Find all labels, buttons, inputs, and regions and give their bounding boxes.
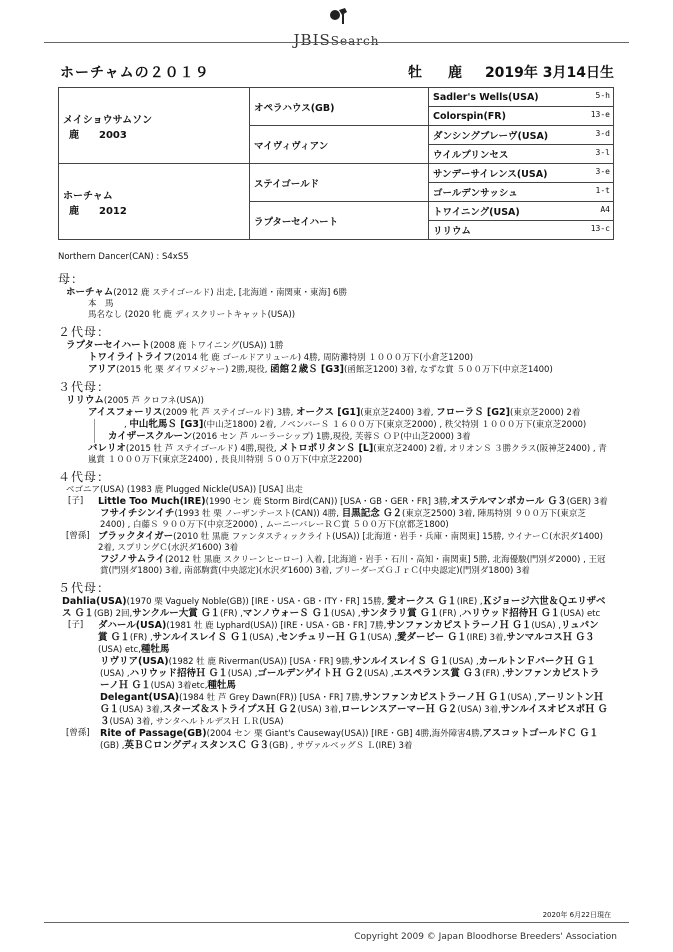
copyright: Copyright 2009 © Japan Bloodhorse Breeders' Association [354,932,617,942]
dam3-foal-1: アイスフォーリス(2009 牝 芦 ステイゴールド) 3勝, オークス [G1](東京芝2400) 3着, フローラＳ [G2](東京芝2000) 2着 [88,407,581,418]
pedigree-g3-3[interactable]: ダンシングブレーヴ(USA) 3-d [429,126,614,145]
horse-name: ホーチャムの２０１９ [60,65,210,81]
dam4-greatgrandfoal-2: フジノサムライ(2012 牡 黒鹿 スクリーンヒーロー) 入着, [北海道・岩手・石川・高知・南関東] 5勝, 北海優駿(門別ダ2000) , 王冠賞(門別ダ1800) 3着, 南部駒賞(中央認定)(水沢ダ1600) 3着, ブリーダーズＧＪｒＣ(中央認定)(門別ダ1800) 3着 [100,554,606,576]
pedigree-g3-8[interactable]: リリウム 13-c [429,221,614,240]
dam5-heading: ５代母： [58,581,111,595]
as-of-date: 2020年 6月22日現在 [542,911,611,919]
dam4-line: ベゴニア(USA) (1983 鹿 Plugged Nickle(USA)) [USA] 出走 [66,485,303,495]
dam5-foal-2: リヴリア(USA)(1982 牡 鹿 Riverman(USA)) [USA・FR] 9勝,サンルイスレイＳ Ｇ１(USA) ,カールトンＦバークＨ Ｇ１(USA) ,ハリウッド招待Ｈ Ｇ１(USA) ,ゴールデンゲイトＨ Ｇ２(USA) ,エスペランス賞 Ｇ３(FR) ,サンファンカピストラーノＨ Ｇ１(USA) 3着etc,種牡馬 [100,656,600,691]
dam4-greatgrandfoal-1: [曾孫] ブラックタイガー(2010 牡 黒鹿 ファンタスティックライト(USA)) [北海道・岩手・兵庫・南関東] 15勝, ウイナーＣ(水沢ダ1400) 2着, スプリングＣ(水沢ダ1600) 3着 [66,531,603,553]
dam4-foal-1: [子] Little Too Much(IRE)(1990 セン 鹿 Storm Bird(CAN)) [USA・GB・GER・FR] 3勝,オステルマンポカール Ｇ３(GER) 3着 [68,496,608,507]
pedigree-g3-5[interactable]: サンデーサイレンス(USA) 3-e [429,164,614,183]
dam2-line: ラプターセイハート(2008 鹿 トワイニング(USA)) 1勝 [66,340,284,351]
horse-logo-icon [327,8,349,28]
pedigree-dam[interactable]: ホーチャム 鹿 2012 [59,164,250,240]
dam3-heading: ３代母： [58,380,111,394]
dam4-heading: ４代母： [58,470,111,484]
dam1-line: ホーチャム(2012 鹿 ステイゴールド) 出走, [北海道・南関東・東海] 6勝 [66,287,347,298]
dam3-line: リリウム(2005 芦 クロフネ(USA)) [66,395,204,406]
dam3-foal-2: バレリオ(2015 牡 芦 ステイゴールド) 4勝,現役, メトロポリタンＳ [L](東京芝2400) 2着, オリオンＳ ３勝クラス(阪神芝2400) , 青嵐賞 １０００万下(東京芝2400) , 長良川特別 ５００万下(中京芝2200) [88,443,607,465]
dam1-foal: 馬名なし (2020 牝 鹿 ディスクリートキャット(USA)) [88,310,296,320]
pedigree-sire[interactable]: メイショウサムソン 鹿 2003 [59,88,250,164]
pedigree-g3-1[interactable]: Sadler's Wells(USA) 5-h [429,88,614,107]
dam5-foal-1: [子] ダハール(USA)(1981 牡 鹿 Lyphard(USA)) [IRE・USA・GB・FR] 7勝,サンファンカピストラーノＨ Ｇ１(USA) ,リュパン賞 Ｇ１(FR) ,サンルイスレイＳ Ｇ１(USA) ,センチュリーＨ Ｇ１(USA) ,愛ダービー Ｇ１(IRE) 3着,サンマルコスＨ Ｇ３(USA) etc,種牡馬 [68,620,599,655]
pedigree-dam-dam[interactable]: ラプターセイハート [250,202,429,240]
title-bar [58,62,614,82]
dam1-self: 本 馬 [88,299,114,309]
inbreeding-note: Northern Dancer(CAN) : S4xS5 [58,252,189,262]
dam5-foal-3: Delegant(USA)(1984 牡 芦 Grey Dawn(FR)) [USA・FR] 7勝,サンファンカピストラーノＨ Ｇ１(USA) ,アーリントンＨ Ｇ１(USA) 3着,スターズ＆ストライプスＨ Ｇ２(USA) 3着,ローレンスアーマーＨ Ｇ２(USA) 3着,サンルイスオビスポＨ Ｇ３(USA) 3着, サンタヘルトルデスＨ ＬＲ(USA) [100,692,608,727]
birth-date: 2019年 3月14日生 [484,65,614,81]
pedigree-g3-2[interactable]: Colorspin(FR) 13-e [429,107,614,126]
dam1-heading: 母： [58,272,85,286]
pedigree-dam-sire[interactable]: ステイゴールド [250,164,429,202]
dam5-line: Dahlia(USA)(1970 栗 Vaguely Noble(GB)) [IRE・USA・GB・ITY・FR] 15勝, 愛オークス Ｇ１(IRE) ,Ｋジョージ六世＆Ｑエリザベス Ｇ１(GB) 2回,サンクルー大賞 Ｇ１(FR) ,マンノウォーＳ Ｇ１(USA) ,サンタラリ賞 Ｇ１(FR) ,ハリウッド招待Ｈ Ｇ１(USA) etc [62,596,606,619]
dam5-greatgrandfoal-1: [曾孫] Rite of Passage(GB)(2004 セン 栗 Giant's Causeway(USA)) [IRE・GB] 4勝,海外障害4勝,アスコットゴールドＣ Ｇ１(GB) ,英ＢＣロングディスタンスＣ Ｇ３(GB) , サヴァルベッグＳ Ｌ(IRE) 3着 [66,728,599,751]
pedigree-sire-sire[interactable]: オペラハウス(GB) [250,88,429,126]
pedigree-table [58,87,614,240]
dam4-grandfoal-1: フサイチシンイチ(1993 牡 栗 ノーザンテースト(CAN)) 4勝, 目黒記念 Ｇ２(東京芝2500) 3着, 陣馬特別 ９００万下(東京芝2400) , 白藤Ｓ ９００万下(中京芝2000) , ムーニーバレーＲＣ賞 ５００万下(京都芝1800) [100,508,586,530]
dam2-foal-1: トワイライトライフ(2014 牝 鹿 ゴールドアリュール) 4勝, 周防灘特別 １０００万下(小倉芝1200) [88,352,474,363]
pedigree-g3-4[interactable]: ウイルプリンセス 3-l [429,145,614,164]
dam2-heading: ２代母： [58,325,111,339]
pedigree-g3-6[interactable]: ゴールデンサッシュ 1-t [429,183,614,202]
pedigree-g3-7[interactable]: トワイニング(USA) A4 [429,202,614,221]
logo-text: JBISSearch [293,31,380,49]
footer-divider [44,922,629,923]
header-divider [44,42,629,43]
dam3-grandfoal: カイザースクルーン(2016 セン 芦 ルーラーシップ) 1勝,現役, 芙蓉Ｓ ＯＰ(中山芝2000) 3着 [58,431,618,443]
sex-color: 牡 鹿 [408,65,468,81]
family-details [58,268,618,752]
pedigree-sire-dam[interactable]: マイヴィヴィアン [250,126,429,164]
dam2-foal-2: アリア(2015 牝 栗 ダイワメジャー) 2勝,現役, 函館２歳Ｓ [G3](函館芝1200) 3着, なずな賞 ５００万下(中京芝1400) [88,364,553,375]
dam3-foal-1-cont: , 中山牝馬Ｓ [G3](中山芝1800) 2着, ノベンバーＳ １６００万下(東京芝2000) , 秩父特別 １０００万下(東京芝2000) [58,419,618,431]
